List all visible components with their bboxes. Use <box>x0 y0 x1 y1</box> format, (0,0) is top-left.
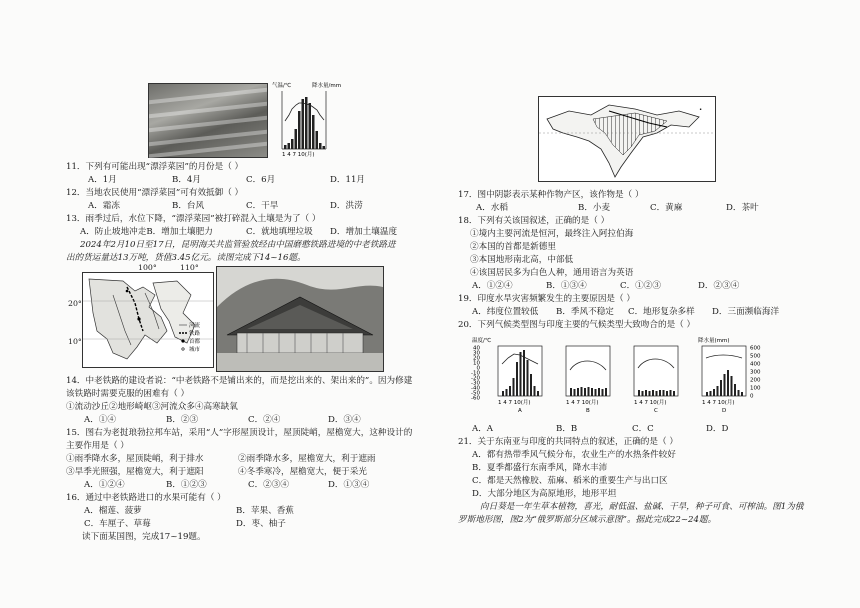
q21-option-b[interactable]: B．夏季都盛行东南季风，降水丰沛 <box>472 463 608 473</box>
q16-option-b[interactable]: B．苹果、香蕉 <box>236 506 294 516</box>
q14-items: ①流动沙丘②地形崎岖③河流众多④高寒缺氧 <box>66 402 238 412</box>
climate-charts-svg <box>458 334 761 414</box>
chart-b-xticks: 1 4 7 10(月) <box>566 400 599 406</box>
q15-item-1: ①雨季降水多，屋顶陡峭，利于排水 <box>66 454 204 464</box>
q12-option-c[interactable]: C．干旱 <box>246 201 279 211</box>
q20-option-d[interactable]: D．D <box>706 424 729 434</box>
q14-option-c[interactable]: C．②④ <box>248 415 281 425</box>
q11-option-c[interactable]: C．6月 <box>246 175 276 185</box>
climate-chart-left-ylabel: 气温/℃ <box>272 83 292 89</box>
q12-option-b[interactable]: B．台风 <box>172 201 205 211</box>
passage-3-line-1: 向日葵是一年生草本植物，喜光，耐低温、盐碱、干旱，种子可食、可榨油。图1为俄 <box>480 502 804 512</box>
legend-river: 河流 <box>189 323 201 329</box>
map-lon-100: 100° <box>138 263 157 272</box>
temp-tick-label: -10 <box>471 370 480 377</box>
q14-line-1: 14．中老铁路的建设者说：“中老铁路不是铺出来的，而是挖出来的、架出来的”。因为修建 <box>66 376 413 386</box>
q13-option-ab[interactable]: A．防止坡地冲走B．增加土壤肥力 <box>80 227 213 237</box>
temp-axis-ticks <box>471 346 480 402</box>
q16-option-d[interactable]: D．枣、柚子 <box>236 519 286 529</box>
map-lat-10: 10° <box>68 337 82 346</box>
q21-stem: 21．关于东南亚与印度的共同特点的叙述，正确的是（ ） <box>458 437 678 447</box>
q20-option-b[interactable]: B．B <box>556 424 578 434</box>
precip-tick-label: 400 <box>750 361 761 368</box>
climate-chart-c <box>634 346 678 396</box>
q19-stem: 19．印度水旱灾害频繁发生的主要原因是（ ） <box>458 294 635 304</box>
precip-tick-label: 0 <box>750 393 754 400</box>
q21-option-a[interactable]: A．都有热带季风气候分布，农业生产的水热条件较好 <box>472 450 676 460</box>
map-lon-110: 110° <box>180 263 199 272</box>
q15-item-4: ④冬季寒冷，屋檐宽大，便于采光 <box>238 467 367 477</box>
q19-option-d[interactable]: D．三面濒临海洋 <box>712 307 780 317</box>
temp-tick-label: -20 <box>471 375 480 382</box>
q14-option-a[interactable]: A．①④ <box>84 415 116 425</box>
q15-option-b[interactable]: B．①②③ <box>166 480 207 490</box>
q15-item-3: ③旱季光照强，屋檐宽大，利于遮阳 <box>66 467 204 477</box>
q20-stem: 20．下列气候类型图与印度主要的气候类型大致吻合的是（ ） <box>458 320 696 330</box>
legend-railway: 铁路 <box>189 331 201 337</box>
q14-option-d[interactable]: D．③④ <box>328 415 361 425</box>
legend-capital: 首都 <box>189 339 201 345</box>
q18-item-2: ②本国的首都是新德里 <box>470 242 556 252</box>
passage-3-line-2: 罗斯地形图，图2为“俄罗斯部分区域示意图”。据此完成22~24题。 <box>458 515 717 525</box>
climate-precip-label: 降水量(mm) <box>698 338 730 344</box>
q18-item-4: ④该国居民多为白色人种，通用语言为英语 <box>470 268 634 278</box>
climate-charts-panel <box>458 334 761 414</box>
q18-stem: 18．下列有关该国叙述，正确的是（ ） <box>458 216 610 226</box>
temp-tick-label: -50 <box>471 390 480 397</box>
q12-stem: 12．当地农民使用“漂浮菜园”可有效抵御（ ） <box>66 188 244 198</box>
q13-stem: 13．雨季过后，水位下降，“漂浮菜园”被打碎混入土壤是为了（ ） <box>66 214 321 224</box>
q20-option-c[interactable]: C．C <box>632 424 654 434</box>
chart-b-letter: B <box>586 408 590 414</box>
q18-item-3: ③本国地形南北高，中部低 <box>470 255 574 265</box>
q11-option-d[interactable]: D．11月 <box>330 175 366 185</box>
q14-option-b[interactable]: B．②③ <box>166 415 199 425</box>
chart-a-xticks: 1 4 7 10(月) <box>498 400 531 406</box>
luang-prabang-station-photo <box>216 266 384 372</box>
temp-tick-label: -60 <box>471 395 480 402</box>
q15-line-2: 主要作用是（ ） <box>66 441 129 451</box>
india-map <box>538 96 716 182</box>
climate-chart-b <box>566 346 610 396</box>
q18-option-b[interactable]: B．①③④ <box>546 281 587 291</box>
q17-option-c[interactable]: C．黄麻 <box>650 203 683 213</box>
climate-temp-label: 温度/℃ <box>472 338 492 344</box>
precip-tick-label: 600 <box>750 345 761 352</box>
climate-chart-left-xticks: 1 4 7 10(月) <box>282 152 315 158</box>
precip-tick-label: 300 <box>750 369 761 376</box>
chart-c-letter: C <box>654 408 658 414</box>
q12-option-d[interactable]: D．洪涝 <box>330 201 363 211</box>
q21-option-d[interactable]: D．大部分地区为高原地形，地形平坦 <box>472 489 617 499</box>
precip-axis-ticks <box>750 346 761 400</box>
q15-line-1: 15．图右为老挝琅勃拉邦车站，采用“人”字形屋顶设计，屋顶陡峭，屋檐宽大，这种设计的 <box>66 428 413 438</box>
passage-2: 读下面某国图，完成17~19题。 <box>82 532 206 542</box>
q17-option-d[interactable]: D．茶叶 <box>726 203 759 213</box>
chart-d-letter: D <box>722 408 727 414</box>
temp-tick-label: 20 <box>473 355 480 362</box>
temp-tick-label: 10 <box>473 360 480 367</box>
q16-option-c[interactable]: C．车厘子、草莓 <box>84 519 151 529</box>
station-photo-svg <box>217 267 383 371</box>
temp-tick-label: 0 <box>476 365 480 372</box>
temp-tick-label: -30 <box>471 380 480 387</box>
climate-chart-d <box>702 346 746 396</box>
laos-railway-map-svg <box>83 273 213 367</box>
q18-item-1: ①境内主要河流是恒河，最终注入阿拉伯海 <box>470 229 634 239</box>
legend-city: 城市 <box>189 347 201 353</box>
q18-option-d[interactable]: D．②③④ <box>698 281 740 291</box>
q14-line-2: 该铁路时需要克服的困难有（ ） <box>66 389 190 399</box>
q16-option-a[interactable]: A．榴莲、菠萝 <box>84 506 142 516</box>
passage-1-line-2: 出的货运量达13万吨，货值3.45亿元。读图完成下14~16题。 <box>66 253 306 263</box>
passage-1-line-1: 2024年2月10日至17日，昆明海关共监管验放经由中国磨憨铁路进境的中老铁路进 <box>80 240 396 250</box>
india-map-dot: • <box>699 107 703 113</box>
map-lat-20: 20° <box>68 299 82 308</box>
laos-railway-map <box>82 272 214 368</box>
q15-item-2: ②雨季降水多，屋檐宽大，利于遮雨 <box>238 454 376 464</box>
climate-chart-left <box>270 81 340 159</box>
q19-option-b[interactable]: B．季风不稳定 <box>556 307 614 317</box>
precip-tick-label: 100 <box>750 385 761 392</box>
q17-option-b[interactable]: B．小麦 <box>578 203 611 213</box>
q11-stem: 11．下列有可能出现“漂浮菜园”的月份是（ ） <box>66 162 244 172</box>
q11-option-a[interactable]: A．1月 <box>88 175 117 185</box>
q17-option-a[interactable]: A．水稻 <box>476 203 508 213</box>
floating-garden-photo <box>148 83 268 158</box>
q11-option-b[interactable]: B．4月 <box>172 175 201 185</box>
q16-stem: 16．通过中老铁路进口的水果可能有（ ） <box>66 493 226 503</box>
q13-option-c[interactable]: C．就地填埋垃圾 <box>246 227 313 237</box>
precip-tick-label: 500 <box>750 353 761 360</box>
q12-option-a[interactable]: A．霜冻 <box>88 201 120 211</box>
q21-option-c[interactable]: C．都是天然橡胶、茄麻、稻米的重要生产与出口区 <box>472 476 668 486</box>
climate-chart-left-svg <box>270 81 340 159</box>
q15-option-c[interactable]: C．②③④ <box>248 480 289 490</box>
q19-option-a[interactable]: A．纬度位置较低 <box>472 307 539 317</box>
q19-option-c[interactable]: C．地形复杂多样 <box>628 307 695 317</box>
q13-option-d[interactable]: D．增加土壤温度 <box>330 227 398 237</box>
temp-tick-label: 40 <box>473 345 480 352</box>
climate-chart-left-y2label: 降水量/mm <box>312 83 342 89</box>
q17-stem: 17．图中阴影表示某种作物产区，该作物是（ ） <box>458 190 644 200</box>
india-map-svg <box>539 97 715 181</box>
q18-option-a[interactable]: A．①②④ <box>472 281 513 291</box>
precip-tick-label: 200 <box>750 377 761 384</box>
q15-option-d[interactable]: D．①③④ <box>328 480 370 490</box>
temp-tick-label: -40 <box>471 385 480 392</box>
chart-a-letter: A <box>518 408 522 414</box>
chart-d-xticks: 1 4 7 10(月) <box>702 400 735 406</box>
q15-option-a[interactable]: A．①②④ <box>84 480 125 490</box>
chart-c-xticks: 1 4 7 10(月) <box>634 400 667 406</box>
q18-option-c[interactable]: C．①②③ <box>620 281 661 291</box>
temp-tick-label: 30 <box>473 350 480 357</box>
climate-chart-a <box>498 346 542 396</box>
q20-option-a[interactable]: A．A <box>472 424 494 434</box>
